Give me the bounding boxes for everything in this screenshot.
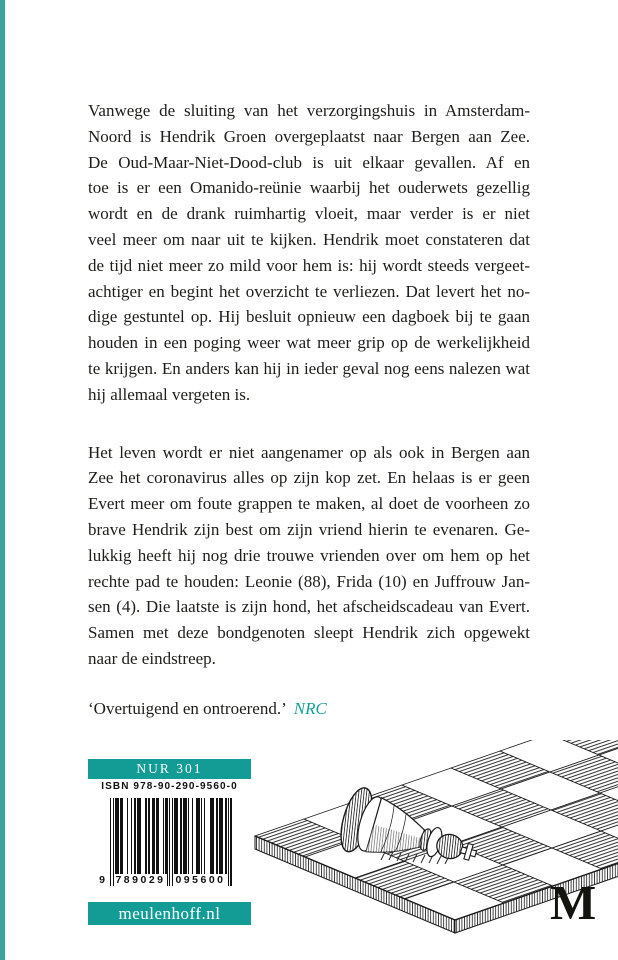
- text-line: te krijgen. En anders kan hij in ieder geval nog eens nalezen wat: [88, 358, 530, 378]
- text-line: Samen met deze bondgenoten sleept Hendrik zich opgewekt: [88, 623, 530, 643]
- barcode-bars: [110, 798, 231, 886]
- text-line: Vanwege de sluiting van het verzorgingshuis in Amsterdam-: [88, 101, 530, 120]
- barcode-digit-lead: 9: [99, 874, 105, 886]
- blurb: [88, 98, 530, 722]
- text-line: brave Hendrik zijn best om zijn vriend hierin te evenaren. Ge-: [88, 519, 530, 539]
- publisher-m-logo: M: [550, 875, 597, 930]
- text-line: achtiger en begint het overzicht te verliezen. Dat levert het no-: [88, 281, 530, 301]
- isbn-barcode: [99, 798, 231, 886]
- barcode-bar: [230, 798, 231, 886]
- nur-label: NUR 301: [136, 761, 203, 776]
- publisher-url-bar: [88, 902, 251, 925]
- barcode-digits-left: 789029: [115, 874, 166, 886]
- text-line: Noord is Hendrik Groen overgeplaatst naar Bergen aan Zee.: [88, 126, 530, 146]
- text-line: Evert meer om foute grappen te maken, al doet de voorheen zo: [88, 494, 530, 514]
- text-line: De Oud-Maar-Niet-Dood-club is uit elkaar gevallen. Af en: [88, 152, 530, 172]
- text-line: veel meer om naar uit te kijken. Hendrik moet constateren dat: [88, 229, 530, 249]
- text-line: toe is er een Omanido-reünie waarbij het ouderwets gezellig: [88, 178, 530, 198]
- text-line: wordt en de drank ruimhartig vloeit, maar verder is er niet: [88, 204, 530, 224]
- text-line: de tijd niet meer zo mild voor hem is: hij wordt steeds vergeet-: [88, 255, 530, 275]
- text-line: hij allemaal vergeten is.: [88, 384, 251, 404]
- text-line: dige gestuntel op. Hij besluit opnieuw een dagboek bij te gaan: [88, 307, 530, 327]
- review-quote: ‘Overtuigend en ontroerend.’: [88, 698, 287, 718]
- review-source: NRC: [293, 698, 327, 718]
- text-line: rechte pad te houden: Leonie (88), Frida (10) en Juffrouw Jan-: [88, 571, 530, 591]
- blurb-paragraph-2: [88, 440, 530, 672]
- text-line: Zee het coronavirus alles op zijn kop zet. En helaas is er geen: [88, 468, 530, 488]
- publisher-url: meulenhoff.nl: [118, 904, 221, 923]
- text-line: houden in een poging weer wat meer grip op de werkelijkheid: [88, 333, 530, 353]
- text-line: naar de eindstreep.: [88, 648, 216, 668]
- spine-stripe: [0, 0, 5, 960]
- blurb-paragraph-1: [88, 98, 530, 408]
- isbn-label: ISBN 978-90-290-9560-0: [101, 781, 238, 792]
- text-line: Het leven wordt er niet aangenamer op als ook in Bergen aan: [88, 442, 530, 462]
- nur-badge: [88, 759, 251, 779]
- review-line: [88, 696, 530, 722]
- text-line: sen (4). Die laatste is zijn hond, het afscheidscadeau van Evert.: [88, 597, 530, 617]
- barcode-digits-right: 095600: [175, 874, 226, 886]
- text-line: lukkig heeft hij nog drie trouwe vrienden over om hem op het: [88, 545, 530, 565]
